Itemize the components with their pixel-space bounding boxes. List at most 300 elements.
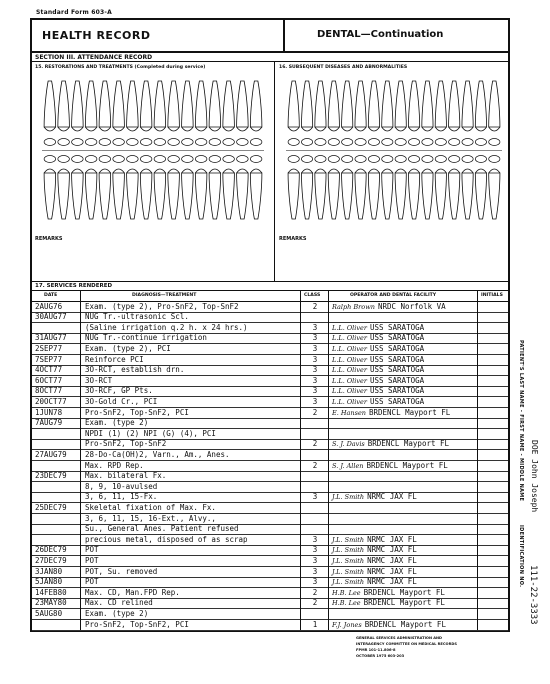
row-date: 23MAY80 [35,598,67,608]
tooth-occlusal [44,156,56,163]
row-class: 2 [312,439,318,449]
row-class: 2 [312,301,318,311]
row-operator [332,344,424,353]
tooth-outline [382,81,393,127]
row-diagnosis: POT [85,577,99,587]
row-date: 7AUG79 [35,418,63,428]
tooth-outline [489,81,500,127]
row-diagnosis: Max. CD, Man.FPD Rep. [85,587,180,597]
row-facility: USS SARATOGA [369,343,425,353]
tooth-outline [395,173,406,219]
col-class: CLASS [304,293,321,298]
row-class: 3 [312,396,318,406]
tooth-outline [368,173,379,219]
tooth-occlusal [395,156,406,163]
row-diagnosis: 3O-RCT, establish drn. [85,365,185,375]
row-facility: BRDENCL Mayport FL [364,619,446,629]
row-operator [332,408,450,417]
row-operator [332,598,445,607]
row-date: 31AUG77 [35,333,67,343]
row-date: 7SEP77 [35,354,63,364]
col-initials: INITIALS [481,293,503,298]
tooth-outline [301,173,312,219]
tooth-occlusal [113,156,125,163]
footer-line-1: GENERAL SERVICES ADMINISTRATION AND [356,636,443,640]
row-operator [332,588,445,597]
tooth-outline [408,81,419,127]
tooth-outline [288,169,299,173]
row-date: 1JUN78 [35,407,63,417]
row-signature: L.L. Oliver [332,323,367,332]
tooth-occlusal [489,156,500,163]
tooth-outline [209,169,221,173]
row-date: 2AUG76 [35,301,63,311]
col-date: DATE [44,293,58,298]
footer-line-2: INTERAGENCY COMMITTEE ON MEDICAL RECORDS [356,642,457,646]
tooth-occlusal [195,156,207,163]
footer-line-4: OCTOBER 1975 603-203 [356,654,405,658]
tooth-occlusal [140,139,152,146]
tooth-outline [435,81,446,127]
tooth-occlusal [328,156,339,163]
tooth-outline [44,173,56,219]
row-date: 5JAN80 [35,577,63,587]
tooth-outline [301,169,312,173]
tooth-outline [328,173,339,219]
tooth-occlusal [301,139,312,146]
row-diagnosis: Max. bilateral Fx. [85,471,167,481]
tooth-outline [113,81,125,127]
tooth-occlusal [342,139,353,146]
row-diagnosis: Reinforce PCI [85,354,144,364]
tooth-outline [154,173,166,219]
tooth-outline [250,173,262,219]
tooth-outline [44,127,56,131]
row-date: 6OCT77 [35,375,63,385]
row-operator [332,450,335,459]
tooth-outline [182,127,194,131]
row-facility: USS SARATOGA [369,333,425,343]
tooth-outline [342,81,353,127]
row-operator [332,397,424,406]
row-signature: H.B. Lee [332,588,361,597]
tooth-outline [99,127,111,131]
row-signature: L.L. Oliver [332,366,367,375]
tooth-occlusal [44,139,56,146]
tooth-outline [99,169,111,173]
row-class: 2 [312,598,318,608]
tooth-outline [58,169,70,173]
tooth-outline [408,169,419,173]
row-diagnosis: Skeletal fixation of Max. Fx. [85,502,216,512]
row-facility: USS SARATOGA [369,365,425,375]
row-signature: L.L. Oliver [332,376,367,385]
row-facility: NRMC JAX FL [367,577,417,587]
tooth-outline [328,169,339,173]
tooth-occlusal [408,156,419,163]
row-facility: BRDENCL Mayport FL [368,407,451,417]
tooth-outline [168,81,180,127]
tooth-occlusal [182,139,194,146]
tooth-outline [72,127,84,131]
row-class: 3 [312,545,318,555]
tooth-outline [154,127,166,131]
tooth-outline [368,169,379,173]
tooth-outline [113,173,125,219]
row-diagnosis: 3O-RCT [85,375,113,385]
tooth-occlusal [408,139,419,146]
tooth-occlusal [250,139,262,146]
tooth-occlusal [342,156,353,163]
tooth-outline [209,173,221,219]
tooth-outline [85,81,97,127]
row-signature: L.L. Oliver [332,397,367,406]
tooth-occlusal [315,156,326,163]
row-operator [332,429,335,438]
row-date: 20OCT77 [35,396,67,406]
tooth-outline [449,169,460,173]
tooth-chart-restorations [38,75,268,225]
tooth-occlusal [489,139,500,146]
tooth-outline [168,173,180,219]
row-diagnosis: 8, 9, 10-avulsed [85,481,158,491]
row-date: 30AUG77 [35,312,67,322]
tooth-outline [489,173,500,219]
tooth-outline [223,81,235,127]
tooth-occlusal [355,156,366,163]
column-rule [80,290,81,630]
remarks-right-label: REMARKS [279,236,307,242]
row-facility: BRDENCL Mayport FL [366,460,448,470]
row-diagnosis: Exam. (type 2), Pro-SnF2, Top-SnF2 [85,301,239,311]
tooth-outline [449,127,460,131]
tooth-occlusal [462,156,473,163]
row-operator [332,355,424,364]
tooth-outline [250,169,262,173]
tooth-occlusal [422,156,433,163]
row-diagnosis: Pro-SnF2, Top-SnF2 [85,439,167,449]
tooth-outline [462,81,473,127]
row-class: 3 [312,343,318,353]
patient-name-label: PATIENT'S LAST NAME - FIRST NAME - MIDDLE NAME [518,340,524,502]
tooth-occlusal [328,139,339,146]
row-date: 25DEC79 [35,502,67,512]
tooth-occlusal [395,139,406,146]
row-signature: S. J. Davis [332,440,365,449]
tooth-outline [209,127,221,131]
row-operator [332,302,446,311]
row-class: 2 [312,587,318,597]
tooth-occlusal [368,139,379,146]
row-facility: NRMC JAX FL [367,534,417,544]
row-diagnosis: Exam. (type 2) [85,608,149,618]
row-date: 8OCT77 [35,386,63,396]
tooth-outline [72,81,84,127]
row-signature: H.B. Lee [332,599,361,608]
row-operator [332,471,335,480]
row-date: 2SEP77 [35,343,63,353]
section-divider [32,281,508,282]
chart-divider [274,61,275,281]
tooth-outline [140,127,152,131]
tooth-occlusal [127,139,139,146]
tooth-outline [195,173,207,219]
row-date: 27AUG79 [35,449,67,459]
row-operator [332,514,335,523]
tooth-occlusal [435,156,446,163]
row-signature: F.J. Jones [332,620,362,629]
patient-id: 111-22-3333 [528,565,538,625]
tooth-outline [99,81,111,127]
row-diagnosis: NUG Tr.-ultrasonic Scl. [85,312,189,322]
row-operator [332,376,424,385]
row-date: 3JAN80 [35,566,63,576]
tooth-outline [209,81,221,127]
tooth-outline [475,173,486,219]
row-diagnosis: POT, Su. removed [85,566,158,576]
row-operator [332,556,417,565]
tooth-occlusal [449,156,460,163]
row-operator [332,482,335,491]
tooth-occlusal [127,156,139,163]
tooth-outline [72,173,84,219]
tooth-outline [355,81,366,127]
row-signature: E. Hansen [332,408,366,417]
row-operator [332,312,335,321]
tooth-occlusal [58,139,70,146]
tooth-outline [355,127,366,131]
tooth-outline [475,127,486,131]
tooth-occlusal [99,139,111,146]
tooth-outline [58,81,70,127]
row-date: 5AUG80 [35,608,63,618]
row-diagnosis: POT [85,545,99,555]
row-facility: USS SARATOGA [369,375,425,385]
tooth-occlusal [99,156,111,163]
row-operator [332,545,417,554]
tooth-outline [315,81,326,127]
tooth-outline [368,127,379,131]
patient-name: DOE John Joseph [530,440,539,513]
row-diagnosis: 3, 6, 11, 15, 16-Ext., Alvy., [85,513,216,523]
tooth-occlusal [85,139,97,146]
tooth-outline [182,173,194,219]
tooth-occlusal [475,139,486,146]
tooth-occlusal [237,156,249,163]
tooth-outline [475,169,486,173]
row-facility: BRDENCL Mayport FL [363,587,445,597]
tooth-outline [58,127,70,131]
tooth-occlusal [168,139,180,146]
tooth-occlusal [182,156,194,163]
tooth-outline [328,81,339,127]
tooth-occlusal [223,139,235,146]
form-number: Standard Form 603-A [36,9,112,16]
tooth-outline [435,173,446,219]
row-signature: J.L. Smith [332,578,365,587]
tooth-outline [250,81,262,127]
row-operator [332,492,417,501]
tooth-outline [223,173,235,219]
row-facility: USS SARATOGA [369,354,425,364]
row-class: 3 [312,322,318,332]
row-facility: BRDENCL Mayport FL [363,598,445,608]
tooth-outline [449,173,460,219]
tooth-outline [99,173,111,219]
tooth-outline [462,127,473,131]
row-operator [332,365,424,374]
tooth-occlusal [422,139,433,146]
row-signature: J.L. Smith [332,556,365,565]
dental-continuation-title: DENTAL—Continuation [317,29,444,40]
tooth-outline [301,127,312,131]
tooth-outline [154,169,166,173]
row-date: 23DEC79 [35,471,67,481]
tooth-outline [140,169,152,173]
tooth-outline [288,81,299,127]
row-facility: USS SARATOGA [369,396,425,406]
tooth-outline [342,173,353,219]
row-facility: USS SARATOGA [369,322,425,332]
row-class: 3 [312,555,318,565]
tooth-outline [44,81,56,127]
footer-line-3: FPMR 101-11.806-8 [356,648,396,652]
tooth-outline [85,169,97,173]
row-operator [332,439,449,448]
tooth-occlusal [223,156,235,163]
row-facility: USS SARATOGA [369,386,425,396]
tooth-outline [355,169,366,173]
tooth-occlusal [209,156,221,163]
column-rule [300,290,301,630]
tooth-occlusal [72,156,84,163]
row-operator [332,609,335,618]
row-operator [332,567,417,576]
tooth-outline [223,127,235,131]
row-diagnosis: 3O-Gold Cr., PCI [85,396,158,406]
row-diagnosis: Pro-SnF2, Top-SnF2, PCI [85,407,189,417]
tooth-outline [301,81,312,127]
tooth-outline [237,173,249,219]
tooth-occlusal [140,156,152,163]
tooth-outline [382,169,393,173]
tooth-outline [315,173,326,219]
row-diagnosis: 3O-RCF, GP Pts. [85,386,153,396]
tooth-outline [113,169,125,173]
tooth-outline [395,127,406,131]
row-class: 3 [312,577,318,587]
row-class: 3 [312,375,318,385]
section3-heading: SECTION III. ATTENDANCE RECORD [35,54,153,61]
section17-heading: 17. SERVICES RENDERED [35,283,113,289]
tooth-outline [140,173,152,219]
tooth-outline [113,127,125,131]
row-date: 26DEC79 [35,545,67,555]
row-facility: NRMC JAX FL [367,492,417,502]
row-signature: J.L. Smith [332,493,365,502]
tooth-occlusal [113,139,125,146]
tooth-outline [85,173,97,219]
tooth-occlusal [449,139,460,146]
tooth-outline [422,173,433,219]
tooth-outline [355,173,366,219]
row-diagnosis: Max. CD relined [85,598,153,608]
tooth-occlusal [154,139,166,146]
row-class: 3 [312,333,318,343]
tooth-occlusal [154,156,166,163]
tooth-outline [395,169,406,173]
tooth-outline [182,81,194,127]
tooth-outline [408,127,419,131]
tooth-outline [422,127,433,131]
tooth-occlusal [237,139,249,146]
row-signature: L.L. Oliver [332,355,367,364]
row-operator [332,577,417,586]
tooth-outline [435,127,446,131]
tooth-outline [250,127,262,131]
tooth-outline [140,81,152,127]
row-class: 3 [312,534,318,544]
row-signature: L.L. Oliver [332,334,367,343]
tooth-outline [342,169,353,173]
column-rule [477,290,478,630]
tooth-outline [237,169,249,173]
tooth-occlusal [288,156,299,163]
row-diagnosis: Exam. (type 2) [85,418,149,428]
tooth-outline [422,169,433,173]
row-facility: NRDC Norfolk VA [377,301,446,311]
row-date: 14FEB80 [35,587,67,597]
tooth-outline [195,169,207,173]
tooth-occlusal [58,156,70,163]
tooth-outline [168,127,180,131]
row-signature: S. J. Allen [332,461,364,470]
tooth-outline [315,127,326,131]
tooth-outline [408,173,419,219]
tooth-outline [435,169,446,173]
tooth-outline [182,169,194,173]
tooth-occlusal [85,156,97,163]
chart16-heading: 16. SUBSEQUENT DISEASES AND ABNORMALITIES [279,65,408,70]
tooth-outline [462,173,473,219]
row-diagnosis: precious metal, disposed of as scrap [85,534,248,544]
row-operator [332,333,424,342]
row-operator [332,620,446,629]
tooth-outline [44,169,56,173]
row-signature: J.L. Smith [332,546,365,555]
tooth-outline [489,169,500,173]
tooth-outline [237,127,249,131]
row-diagnosis: NPDI (1) (2) NPI (G) (4), PCI [85,428,216,438]
tooth-outline [315,169,326,173]
row-date: 4OCT77 [35,365,63,375]
tooth-outline [382,173,393,219]
tooth-outline [328,127,339,131]
row-facility: NRMC JAX FL [367,566,417,576]
title-row [32,20,508,53]
tooth-outline [85,127,97,131]
tooth-outline [127,169,139,173]
row-operator [332,323,424,332]
row-class: 3 [312,354,318,364]
tooth-outline [475,81,486,127]
tooth-outline [223,169,235,173]
tooth-occlusal [72,139,84,146]
row-diagnosis: Su., General Anes. Patient refused [85,524,239,534]
row-facility: NRMC JAX FL [367,555,417,565]
tooth-outline [58,173,70,219]
row-signature: J.L. Smith [332,535,365,544]
